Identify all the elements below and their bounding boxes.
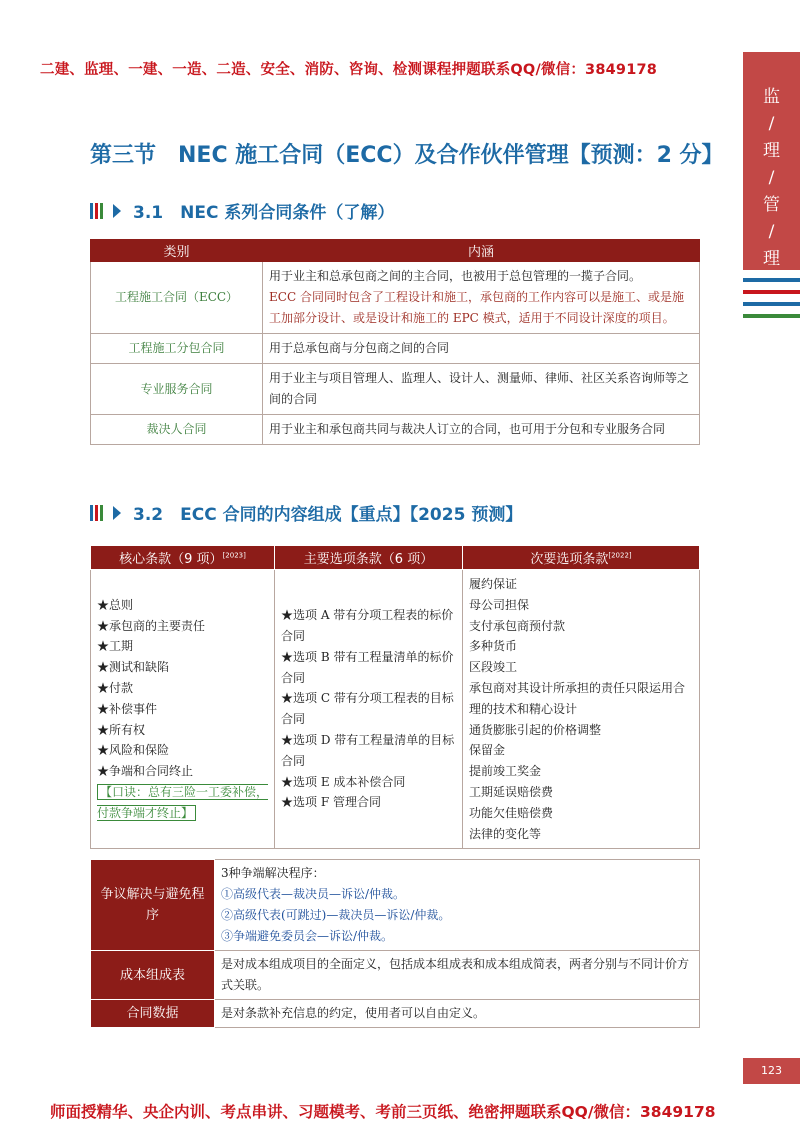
side-tab-char: /	[768, 168, 775, 188]
side-tab-char: 管	[763, 195, 780, 215]
table-row	[91, 1000, 700, 1028]
category-cell: 裁决人合同	[91, 415, 263, 445]
list-item: 承包商对其设计所承担的责任只限运用合理的技术和精心设计	[469, 680, 686, 716]
list-item: ★选项 B 带有工程量清单的标价合同	[281, 649, 454, 685]
list-item: ★所有权	[97, 722, 146, 737]
table-header	[275, 546, 463, 570]
header-year: [2023]	[222, 551, 246, 560]
table-row	[91, 334, 700, 364]
side-tab-char: 理	[763, 141, 780, 161]
row-label: 争议解决与避免程序	[91, 860, 215, 951]
category-cell: 工程施工合同（ECC）	[91, 262, 263, 334]
list-item: ★选项 A 带有分项工程表的标价合同	[281, 608, 454, 643]
list-item: ★付款	[97, 680, 134, 695]
subheading-3-1	[90, 198, 394, 223]
heading-arrow-icon	[113, 506, 121, 520]
chapter-side-tab	[743, 52, 800, 270]
header-label: 主要选项条款（6 项）	[303, 552, 434, 567]
list-item: ★工期	[97, 639, 134, 654]
list-item: ★选项 D 带有工程量清单的目标合同	[281, 732, 455, 768]
list-item: ★承包商的主要责任	[97, 618, 206, 633]
side-tab-char: /	[768, 222, 775, 242]
category-cell: 专业服务合同	[91, 364, 263, 415]
table-header	[463, 546, 700, 570]
list-item: 工期延误赔偿费	[469, 784, 554, 799]
list-item: 提前竣工奖金	[469, 764, 542, 779]
side-tab-char: 监	[763, 87, 780, 107]
mnemonic-note: 【口诀：总有三险一工委补偿，付款争端才终止】	[97, 784, 269, 820]
list-item: 法律的变化等	[469, 826, 542, 841]
table-row	[91, 262, 700, 334]
list-item: ②高级代表(可跳过)—裁决员—诉讼/仲裁。	[221, 908, 451, 922]
list-item: 支付承包商预付款	[469, 618, 566, 633]
list-item: ★选项 C 带有分项工程表的目标合同	[281, 691, 454, 727]
row-label: 成本组成表	[91, 951, 215, 1000]
list-item: 母公司担保	[469, 597, 530, 612]
subheading-text: 3.2 ECC 合同的内容组成【重点】【2025 预测】	[133, 505, 523, 525]
side-tab-char: /	[768, 114, 775, 134]
category-cell: 工程施工分包合同	[91, 334, 263, 364]
list-item: ★总则	[97, 597, 134, 612]
list-item: 履约保证	[469, 577, 518, 591]
table-row	[91, 570, 700, 849]
heading-bars-icon	[90, 203, 105, 219]
table-row	[91, 364, 700, 415]
description-cell: 用于总承包商与分包商之间的合同	[263, 334, 700, 364]
row-label: 合同数据	[91, 1000, 215, 1028]
side-tab-char: 理	[763, 249, 780, 269]
header-label: 核心条款（9 项）	[119, 552, 223, 567]
stripe	[743, 278, 800, 282]
list-item: ①高级代表—裁决员—诉讼/仲裁。	[221, 887, 406, 901]
table-row	[91, 860, 700, 951]
core-clauses-cell	[91, 570, 275, 849]
list-item: 区段竣工	[469, 660, 518, 675]
description-cell: 用于业主与项目管理人、监理人、设计人、测量师、律师、社区关系咨询师等之间的合同	[263, 364, 700, 415]
page-number: 123	[743, 1058, 800, 1084]
list-item: ★风险和保险	[97, 743, 170, 758]
list-item: ★补偿事件	[97, 701, 158, 716]
stripe	[743, 290, 800, 294]
header-label: 次要选项条款	[530, 552, 609, 567]
nec-contract-table	[90, 239, 700, 445]
row-intro: 3种争端解决程序：	[221, 866, 325, 880]
description-cell	[263, 262, 700, 334]
list-item: ★选项 F 管理合同	[281, 795, 381, 810]
table-row	[91, 415, 700, 445]
list-item: ★测试和缺陷	[97, 660, 170, 675]
heading-arrow-icon	[113, 204, 121, 218]
list-item: 通货膨胀引起的价格调整	[469, 722, 602, 737]
row-content: 是对条款补充信息的约定，使用者可以自由定义。	[215, 1000, 700, 1028]
side-stripes	[743, 278, 800, 326]
subheading-3-2	[90, 500, 522, 525]
list-item: ★选项 E 成本补偿合同	[281, 774, 406, 789]
secondary-options-cell	[463, 570, 700, 849]
section-title: 第三节 NEC 施工合同（ECC）及合作伙伴管理【预测：2 分】	[90, 143, 724, 168]
bottom-promo-banner: 师面授精华、央企内训、考点串讲、习题模考、考前三页纸、绝密押题联系QQ/微信：3849178	[50, 1103, 716, 1121]
top-promo-banner: 二建、监理、一建、一造、二造、安全、消防、咨询、检测课程押题联系QQ/微信：3849178	[40, 62, 658, 78]
row-content	[215, 860, 700, 951]
list-item: ★争端和合同终止	[97, 764, 194, 779]
table-row	[91, 951, 700, 1000]
ecc-components-table	[90, 545, 700, 849]
description-text: 用于业主和总承包商之间的主合同，也被用于总包管理的一揽子合同。	[269, 269, 642, 283]
subheading-text: 3.1 NEC 系列合同条件（了解）	[133, 203, 395, 223]
stripe	[743, 314, 800, 318]
main-options-cell	[275, 570, 463, 849]
header-year: [2022]	[608, 551, 632, 560]
stripe	[743, 302, 800, 306]
table-header: 类别	[91, 240, 263, 262]
table-header: 内涵	[263, 240, 700, 262]
row-content: 是对成本组成项目的全面定义，包括成本组成表和成本组成简表，两者分别与不同计价方式关联。	[215, 951, 700, 1000]
list-item: ③争端避免委员会—诉讼/仲裁。	[221, 929, 394, 943]
description-cell: 用于业主和承包商共同与裁决人订立的合同，也可用于分包和专业服务合同	[263, 415, 700, 445]
list-item: 功能欠佳赔偿费	[469, 805, 554, 820]
list-item: 多种货币	[469, 639, 518, 654]
heading-bars-icon	[90, 505, 105, 521]
ecc-procedures-table	[90, 859, 700, 1028]
description-text: ECC 合同同时包含了工程设计和施工，承包商的工作内容可以是施工、或是施工加部分设计、或是设计和施工的 EPC 模式，适用于不同设计深度的项目。	[269, 290, 684, 325]
table-header	[91, 546, 275, 570]
list-item: 保留金	[469, 743, 506, 758]
